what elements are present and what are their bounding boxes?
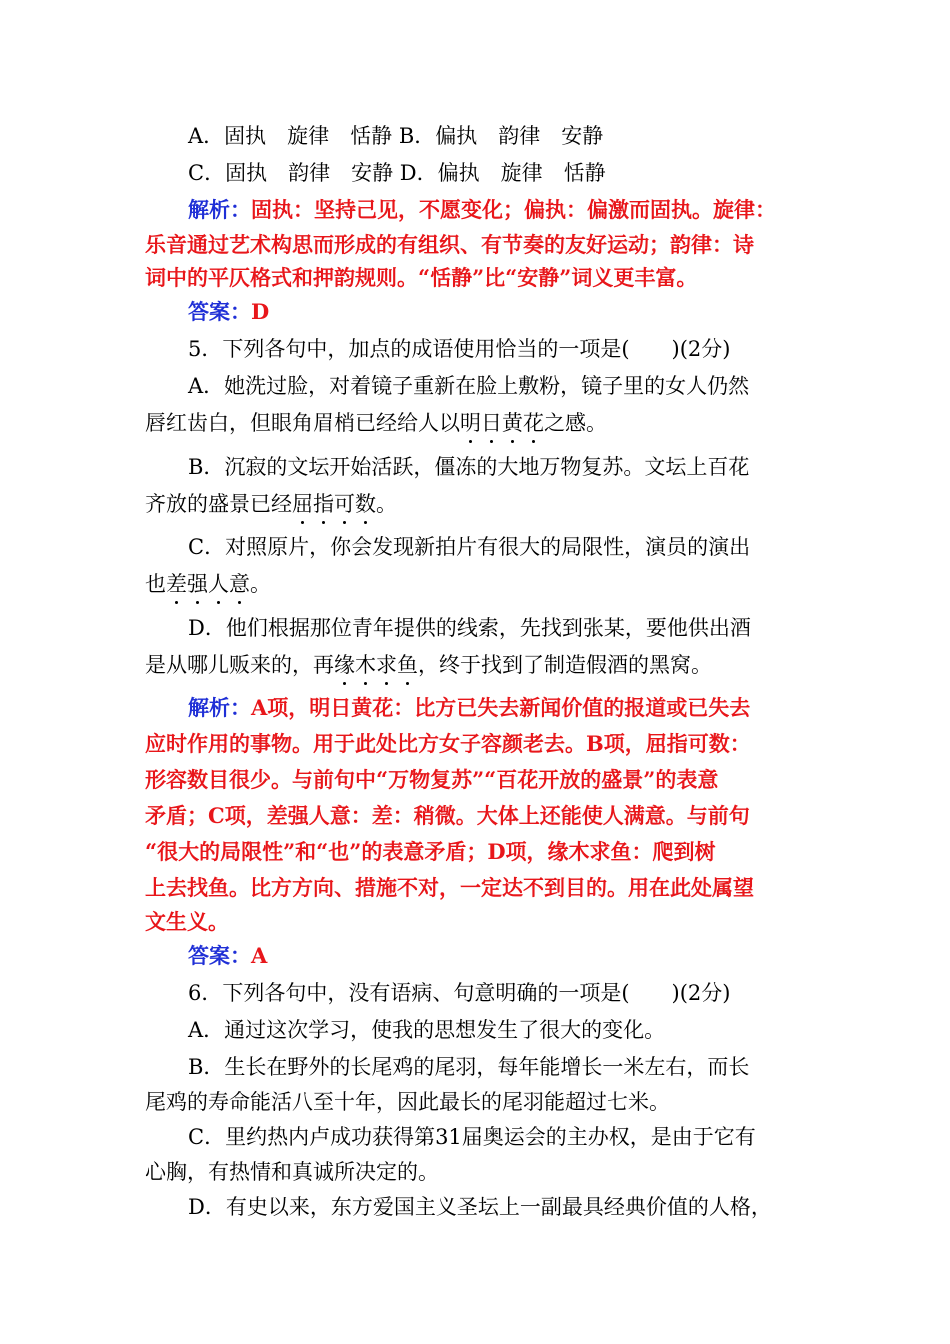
q5-option-c-line-2 xyxy=(145,569,271,599)
q6-option-c-line-1: C．里约热内卢成功获得第31届奥运会的主办权，是由于它有 xyxy=(188,1125,756,1149)
q4-analysis-line-1 xyxy=(188,195,776,225)
q5-answer xyxy=(188,941,267,971)
dotted-char: 日 xyxy=(481,408,502,438)
dotted-char: 木 xyxy=(355,650,376,680)
q6-option-c-line-2: 心胸，有热情和真诚所决定的。 xyxy=(145,1160,439,1184)
answer-value: D xyxy=(251,299,270,324)
text-segment: 唇红齿白，但眼角眉梢已经给人以 xyxy=(145,411,460,435)
dotted-char: 明 xyxy=(460,408,481,438)
text-segment: 也 xyxy=(145,572,166,596)
dotted-char: 指 xyxy=(313,489,334,519)
q4-analysis-line-3: 词中的平仄格式和押韵规则。“恬静”比“安静”词义更丰富。 xyxy=(145,265,698,290)
q6-stem: 6．下列各句中，没有语病、句意明确的一项是( )(2分) xyxy=(188,981,731,1005)
q5-option-a-line-1: A．她洗过脸，对着镜子重新在脸上敷粉，镜子里的女人仍然 xyxy=(188,374,750,398)
q6-option-a: A．通过这次学习，使我的思想发生了很大的变化。 xyxy=(188,1018,666,1042)
q5-stem: 5．下列各句中，加点的成语使用恰当的一项是( )(2分) xyxy=(188,337,731,361)
dotted-char: 数 xyxy=(355,489,376,519)
dotted-char: 黄 xyxy=(502,408,523,438)
text-segment: 齐放的盛景已经 xyxy=(145,492,292,516)
q5-option-b-line-2 xyxy=(145,489,397,519)
dotted-char: 强 xyxy=(187,569,208,599)
q4-options-ab: A．固执 旋律 恬静 B．偏执 韵律 安静 xyxy=(188,124,604,148)
q4-analysis-line-2: 乐音通过艺术构思而形成的有组织、有节奏的友好运动；韵律：诗 xyxy=(145,232,754,257)
dotted-char: 意 xyxy=(229,569,250,599)
analysis-text: A项，明日黄花：比方已失去新闻价值的报道或已失去 xyxy=(251,695,751,720)
answer-value: A xyxy=(251,943,268,968)
answer-label: 答案： xyxy=(188,299,251,324)
q5-analysis-line-6: 上去找鱼。比方方向、措施不对，一定达不到目的。用在此处属望 xyxy=(145,875,754,900)
dotted-char: 求 xyxy=(376,650,397,680)
q6-option-b-line-2: 尾鸡的寿命能活八至十年，因此最长的尾羽能超过七米。 xyxy=(145,1090,670,1114)
text-segment: 。 xyxy=(250,572,271,596)
analysis-label: 解析： xyxy=(188,695,251,720)
text-segment: ，终于找到了制造假酒的黑窝。 xyxy=(418,653,712,677)
q6-option-b-line-1: B．生长在野外的长尾鸡的尾羽，每年能增长一米左右，而长 xyxy=(188,1055,750,1079)
q5-option-d-line-2 xyxy=(145,650,712,680)
q5-analysis-line-4: 矛盾；C项，差强人意：差：稍微。大体上还能使人满意。与前句 xyxy=(145,803,750,828)
text-segment: 。 xyxy=(376,492,397,516)
q6-option-d-line-1: D．有史以来，东方爱国主义圣坛上一副最具经典价值的人格， xyxy=(188,1195,772,1219)
dotted-char: 缘 xyxy=(334,650,355,680)
dotted-char: 花 xyxy=(523,408,544,438)
q4-options-cd: C．固执 韵律 安静 D．偏执 旋律 恬静 xyxy=(188,161,606,185)
text-segment: 是从哪儿贩来的，再 xyxy=(145,653,334,677)
q5-option-b-line-1: B．沉寂的文坛开始活跃，僵冻的大地万物复苏。文坛上百花 xyxy=(188,455,750,479)
dotted-char: 鱼 xyxy=(397,650,418,680)
text-segment: 之感。 xyxy=(544,411,607,435)
q5-option-a-line-2 xyxy=(145,408,607,438)
q5-analysis-line-5: “很大的局限性”和“也”的表意矛盾；D项，缘木求鱼：爬到树 xyxy=(145,839,716,864)
q5-analysis-line-3: 形容数目很少。与前句中“万物复苏”“百花开放的盛景”的表意 xyxy=(145,767,719,792)
q5-analysis-line-1 xyxy=(188,693,750,723)
dotted-char: 可 xyxy=(334,489,355,519)
dotted-char: 人 xyxy=(208,569,229,599)
dotted-char: 屈 xyxy=(292,489,313,519)
answer-label: 答案： xyxy=(188,943,251,968)
q5-option-d-line-1: D．他们根据那位青年提供的线索，先找到张某，要他供出酒 xyxy=(188,616,751,640)
analysis-label: 解析： xyxy=(188,197,251,222)
dotted-char: 差 xyxy=(166,569,187,599)
q5-analysis-line-2: 应时作用的事物。用于此处比方女子容颜老去。B项，屈指可数： xyxy=(145,731,751,756)
q5-analysis-line-7: 文生义。 xyxy=(145,909,229,934)
q4-answer xyxy=(188,297,269,327)
q5-option-c-line-1: C．对照原片，你会发现新拍片有很大的局限性，演员的演出 xyxy=(188,535,751,559)
analysis-text: 固执：坚持己见，不愿变化；偏执：偏激而固执。旋律： xyxy=(251,197,776,222)
